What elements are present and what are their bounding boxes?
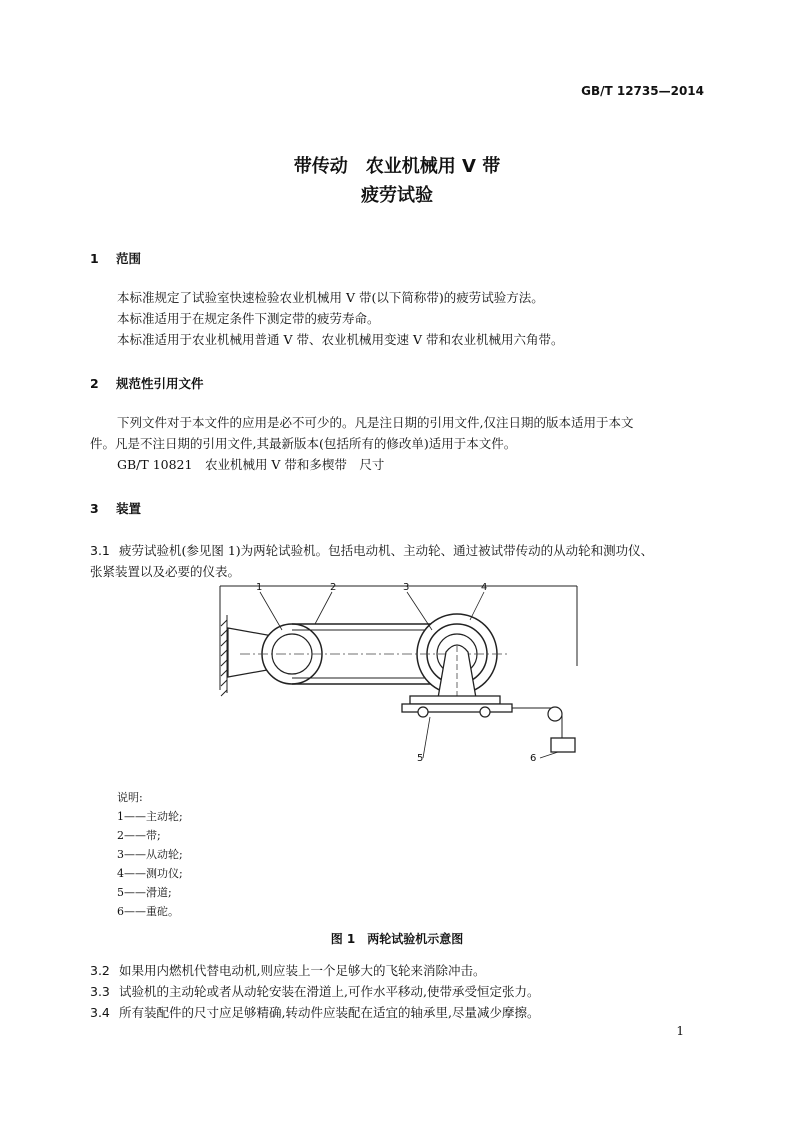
legend-item: 1——主动轮; [117, 810, 183, 823]
normative-reference: GB/T 10821 农业机械用 V 带和多楔带 尺寸 [117, 457, 385, 472]
clause-3-2 [90, 960, 485, 981]
document-title-line2: 疲劳试验 [361, 185, 433, 206]
section-number: 3 [90, 501, 99, 516]
callout-label: 2 [330, 582, 337, 593]
callout-label: 5 [417, 753, 424, 764]
clause-text: 所有装配件的尺寸应足够精确,转动件应装配在适宜的轴承里,尽量减少摩擦。 [119, 1005, 540, 1020]
callout-label: 6 [530, 753, 537, 764]
section-1-heading [90, 249, 141, 267]
section-title: 范围 [116, 251, 142, 266]
legend-title: 说明: [117, 791, 143, 804]
clause-3-4 [90, 1002, 539, 1023]
rope-pulley [548, 707, 562, 721]
section-1-paragraph: 本标准适用于在规定条件下测定带的疲劳寿命。 [117, 311, 380, 326]
section-2-heading [90, 374, 204, 392]
figure-caption: 图 1 两轮试验机示意图 [330, 932, 464, 946]
clause-text: 如果用内燃机代替电动机,则应装上一个足够大的飞轮来消除冲击。 [119, 963, 486, 978]
legend-item: 3——从动轮; [117, 848, 183, 861]
clause-number: 3.2 [90, 963, 110, 978]
clause-number: 3.1 [90, 543, 110, 558]
legend-item: 6——重砣。 [117, 905, 179, 918]
legend-item: 5——滑道; [117, 886, 172, 899]
clause-3-1-line2: 张紧装置以及必要的仪表。 [90, 564, 241, 579]
section-1-paragraph: 本标准规定了试验室快速检验农业机械用 V 带(以下简称带)的疲劳试验方法。 [117, 290, 544, 305]
section-2-paragraph-line2: 件。凡是不注日期的引用文件,其最新版本(包括所有的修改单)适用于本文件。 [90, 436, 517, 451]
section-3-heading [90, 499, 141, 517]
clause-text: 试验机的主动轮或者从动轮安装在滑道上,可作水平移动,使带承受恒定张力。 [119, 984, 540, 999]
page-number: 1 [676, 1024, 684, 1038]
two-pulley-test-machine-diagram [210, 580, 590, 770]
clause-3-3 [90, 981, 539, 1002]
section-2-paragraph-line1: 下列文件对于本文件的应用是必不可少的。凡是注日期的引用文件,仅注日期的版本适用于本文 [117, 415, 634, 430]
section-number: 1 [90, 251, 99, 266]
base-plate [410, 696, 500, 704]
clause-number: 3.3 [90, 984, 110, 999]
clause-3-1-line1 [90, 540, 653, 561]
clause-text: 疲劳试验机(参见图 1)为两轮试验机。包括电动机、主动轮、通过被试带传动的从动轮和测功仪、 [119, 543, 654, 558]
slideway-roller [418, 707, 428, 717]
section-1-paragraph: 本标准适用于农业机械用普通 V 带、农业机械用变速 V 带和农业机械用六角带。 [117, 332, 564, 347]
slideway-roller [480, 707, 490, 717]
weight-block [551, 738, 575, 752]
callout-label: 1 [256, 582, 263, 593]
legend-item: 4——测功仪; [117, 867, 183, 880]
clause-number: 3.4 [90, 1005, 110, 1020]
section-title: 规范性引用文件 [116, 376, 204, 391]
section-title: 装置 [116, 501, 142, 516]
callout-label: 4 [481, 582, 488, 593]
standard-number: GB/T 12735—2014 [581, 84, 704, 98]
callout-label: 3 [403, 582, 410, 593]
wall-hatch [221, 615, 227, 696]
legend-item: 2——带; [117, 829, 161, 842]
section-number: 2 [90, 376, 99, 391]
document-title-line1: 带传动 农业机械用 V 带 [293, 156, 501, 177]
